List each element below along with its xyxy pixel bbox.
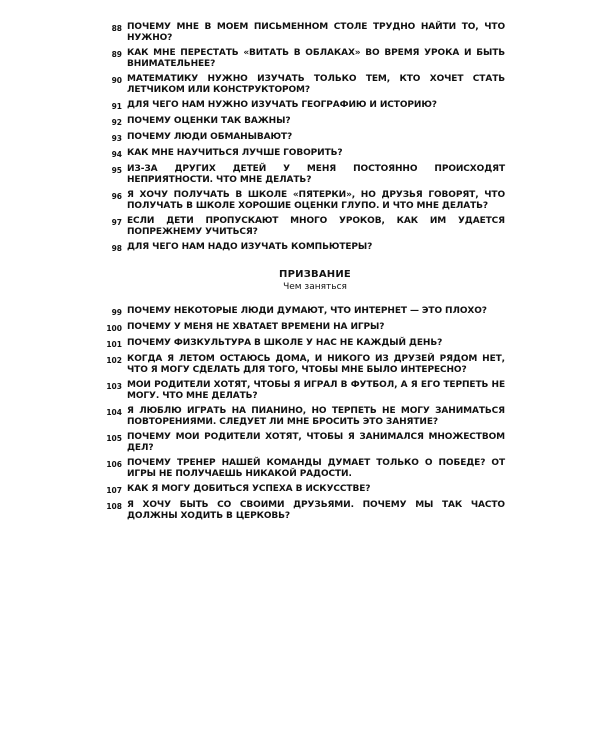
question-text: ПОЧЕМУ МНЕ В МОЕМ ПИСЬМЕННОМ СТОЛЕ ТРУДНО НАЙТИ ТО, ЧТО НУЖНО? — [127, 22, 505, 43]
question-number: 92 — [111, 118, 122, 127]
question-text: КАК Я МОГУ ДОБИТЬСЯ УСПЕХА В ИСКУССТВЕ? — [127, 484, 371, 494]
question-item — [100, 132, 505, 144]
question-number: 106 — [106, 460, 122, 469]
question-text: ИЗ-ЗА ДРУГИХ ДЕТЕЙ У МЕНЯ ПОСТОЯННО ПРОИСХОДЯТ НЕПРИЯТНОСТИ. ЧТО МНЕ ДЕЛАТЬ? — [127, 164, 505, 185]
question-number: 101 — [106, 340, 122, 349]
question-number: 100 — [106, 324, 122, 333]
question-number: 90 — [111, 76, 122, 85]
question-item — [100, 380, 505, 402]
question-text: ДЛЯ ЧЕГО НАМ НУЖНО ИЗУЧАТЬ ГЕОГРАФИЮ И ИСТОРИЮ? — [127, 100, 437, 110]
question-number: 88 — [111, 24, 122, 33]
question-text: Я ЛЮБЛЮ ИГРАТЬ НА ПИАНИНО, НО ТЕРПЕТЬ НЕ МОГУ ЗАНИМАТЬСЯ ПОВТОРЕНИЯМИ. СЛЕДУЕТ ЛИ МНЕ БРОСИТЬ ЭТО ЗАНЯТИЕ? — [127, 406, 505, 427]
question-text: ПОЧЕМУ МОИ РОДИТЕЛИ ХОТЯТ, ЧТОБЫ Я ЗАНИМАЛСЯ МНОЖЕСТВОМ ДЕЛ? — [127, 432, 505, 453]
question-number: 93 — [111, 134, 122, 143]
question-number: 104 — [106, 408, 122, 417]
question-item — [100, 354, 505, 376]
question-number: 98 — [111, 244, 122, 253]
question-item — [100, 190, 505, 212]
section-header — [100, 268, 530, 293]
question-item — [100, 484, 505, 496]
question-text: КОГДА Я ЛЕТОМ ОСТАЮСЬ ДОМА, И НИКОГО ИЗ ДРУЗЕЙ РЯДОМ НЕТ, ЧТО Я МОГУ СДЕЛАТЬ ДЛЯ ТОГО, ЧТОБЫ МНЕ БЫЛО ИНТЕРЕСНО? — [127, 354, 505, 375]
section-title: ПРИЗВАНИЕ — [279, 269, 351, 280]
question-number: 97 — [111, 218, 122, 227]
question-number: 94 — [111, 150, 122, 159]
question-text: ПОЧЕМУ ТРЕНЕР НАШЕЙ КОМАНДЫ ДУМАЕТ ТОЛЬКО О ПОБЕДЕ? ОТ ИГРЫ НЕ ПОЛУЧАЕШЬ НИКАКОЙ РАДОСТИ. — [127, 458, 505, 479]
question-text: ПОЧЕМУ У МЕНЯ НЕ ХВАТАЕТ ВРЕМЕНИ НА ИГРЫ? — [127, 322, 385, 332]
question-item — [100, 116, 505, 128]
question-text: ДЛЯ ЧЕГО НАМ НАДО ИЗУЧАТЬ КОМПЬЮТЕРЫ? — [127, 242, 373, 252]
question-text: КАК МНЕ ПЕРЕСТАТЬ «ВИТАТЬ В ОБЛАКАХ» ВО ВРЕМЯ УРОКА И БЫТЬ ВНИМАТЕЛЬНЕЕ? — [127, 48, 505, 69]
question-list-bottom — [100, 306, 505, 526]
question-number: 108 — [106, 502, 122, 511]
question-number: 103 — [106, 382, 122, 391]
question-item — [100, 148, 505, 160]
question-item — [100, 100, 505, 112]
question-number: 96 — [111, 192, 122, 201]
question-number: 91 — [111, 102, 122, 111]
question-item — [100, 432, 505, 454]
question-text: ПОЧЕМУ ФИЗКУЛЬТУРА В ШКОЛЕ У НАС НЕ КАЖДЫЙ ДЕНЬ? — [127, 338, 443, 348]
question-text: ПОЧЕМУ НЕКОТОРЫЕ ЛЮДИ ДУМАЮТ, ЧТО ИНТЕРНЕТ — ЭТО ПЛОХО? — [127, 306, 487, 316]
question-item — [100, 48, 505, 70]
question-text: МОИ РОДИТЕЛИ ХОТЯТ, ЧТОБЫ Я ИГРАЛ В ФУТБОЛ, А Я ЕГО ТЕРПЕТЬ НЕ МОГУ. ЧТО МНЕ ДЕЛАТЬ? — [127, 380, 505, 401]
question-item — [100, 406, 505, 428]
question-text: ПОЧЕМУ ЛЮДИ ОБМАНЫВАЮТ? — [127, 132, 293, 142]
question-number: 99 — [111, 308, 122, 317]
question-list-top — [100, 22, 505, 258]
question-number: 105 — [106, 434, 122, 443]
question-text: КАК МНЕ НАУЧИТЬСЯ ЛУЧШЕ ГОВОРИТЬ? — [127, 148, 343, 158]
question-text: МАТЕМАТИКУ НУЖНО ИЗУЧАТЬ ТОЛЬКО ТЕМ, КТО ХОЧЕТ СТАТЬ ЛЕТЧИКОМ ИЛИ КОНСТРУКТОРОМ? — [127, 74, 505, 95]
question-item — [100, 500, 505, 522]
question-item — [100, 22, 505, 44]
question-text: ПОЧЕМУ ОЦЕНКИ ТАК ВАЖНЫ? — [127, 116, 291, 126]
question-item — [100, 164, 505, 186]
question-number: 89 — [111, 50, 122, 59]
question-number: 102 — [106, 356, 122, 365]
section-subtitle: Чем заняться — [283, 282, 347, 292]
question-text: Я ХОЧУ ПОЛУЧАТЬ В ШКОЛЕ «ПЯТЕРКИ», НО ДРУЗЬЯ ГОВОРЯТ, ЧТО ПОЛУЧАТЬ В ШКОЛЕ ХОРОШИЕ ОЦЕНКИ ГЛУПО. И ЧТО МНЕ ДЕЛАТЬ? — [127, 190, 505, 211]
question-number: 95 — [111, 166, 122, 175]
question-text: Я ХОЧУ БЫТЬ СО СВОИМИ ДРУЗЬЯМИ. ПОЧЕМУ МЫ ТАК ЧАСТО ДОЛЖНЫ ХОДИТЬ В ЦЕРКОВЬ? — [127, 500, 505, 521]
question-item — [100, 74, 505, 96]
question-item — [100, 338, 505, 350]
question-number: 107 — [106, 486, 122, 495]
question-item — [100, 242, 505, 254]
question-item — [100, 458, 505, 480]
question-item — [100, 322, 505, 334]
question-item — [100, 216, 505, 238]
question-text: ЕСЛИ ДЕТИ ПРОПУСКАЮТ МНОГО УРОКОВ, КАК ИМ УДАЕТСЯ ПОПРЕЖНЕМУ УЧИТЬСЯ? — [127, 216, 505, 237]
question-item — [100, 306, 505, 318]
